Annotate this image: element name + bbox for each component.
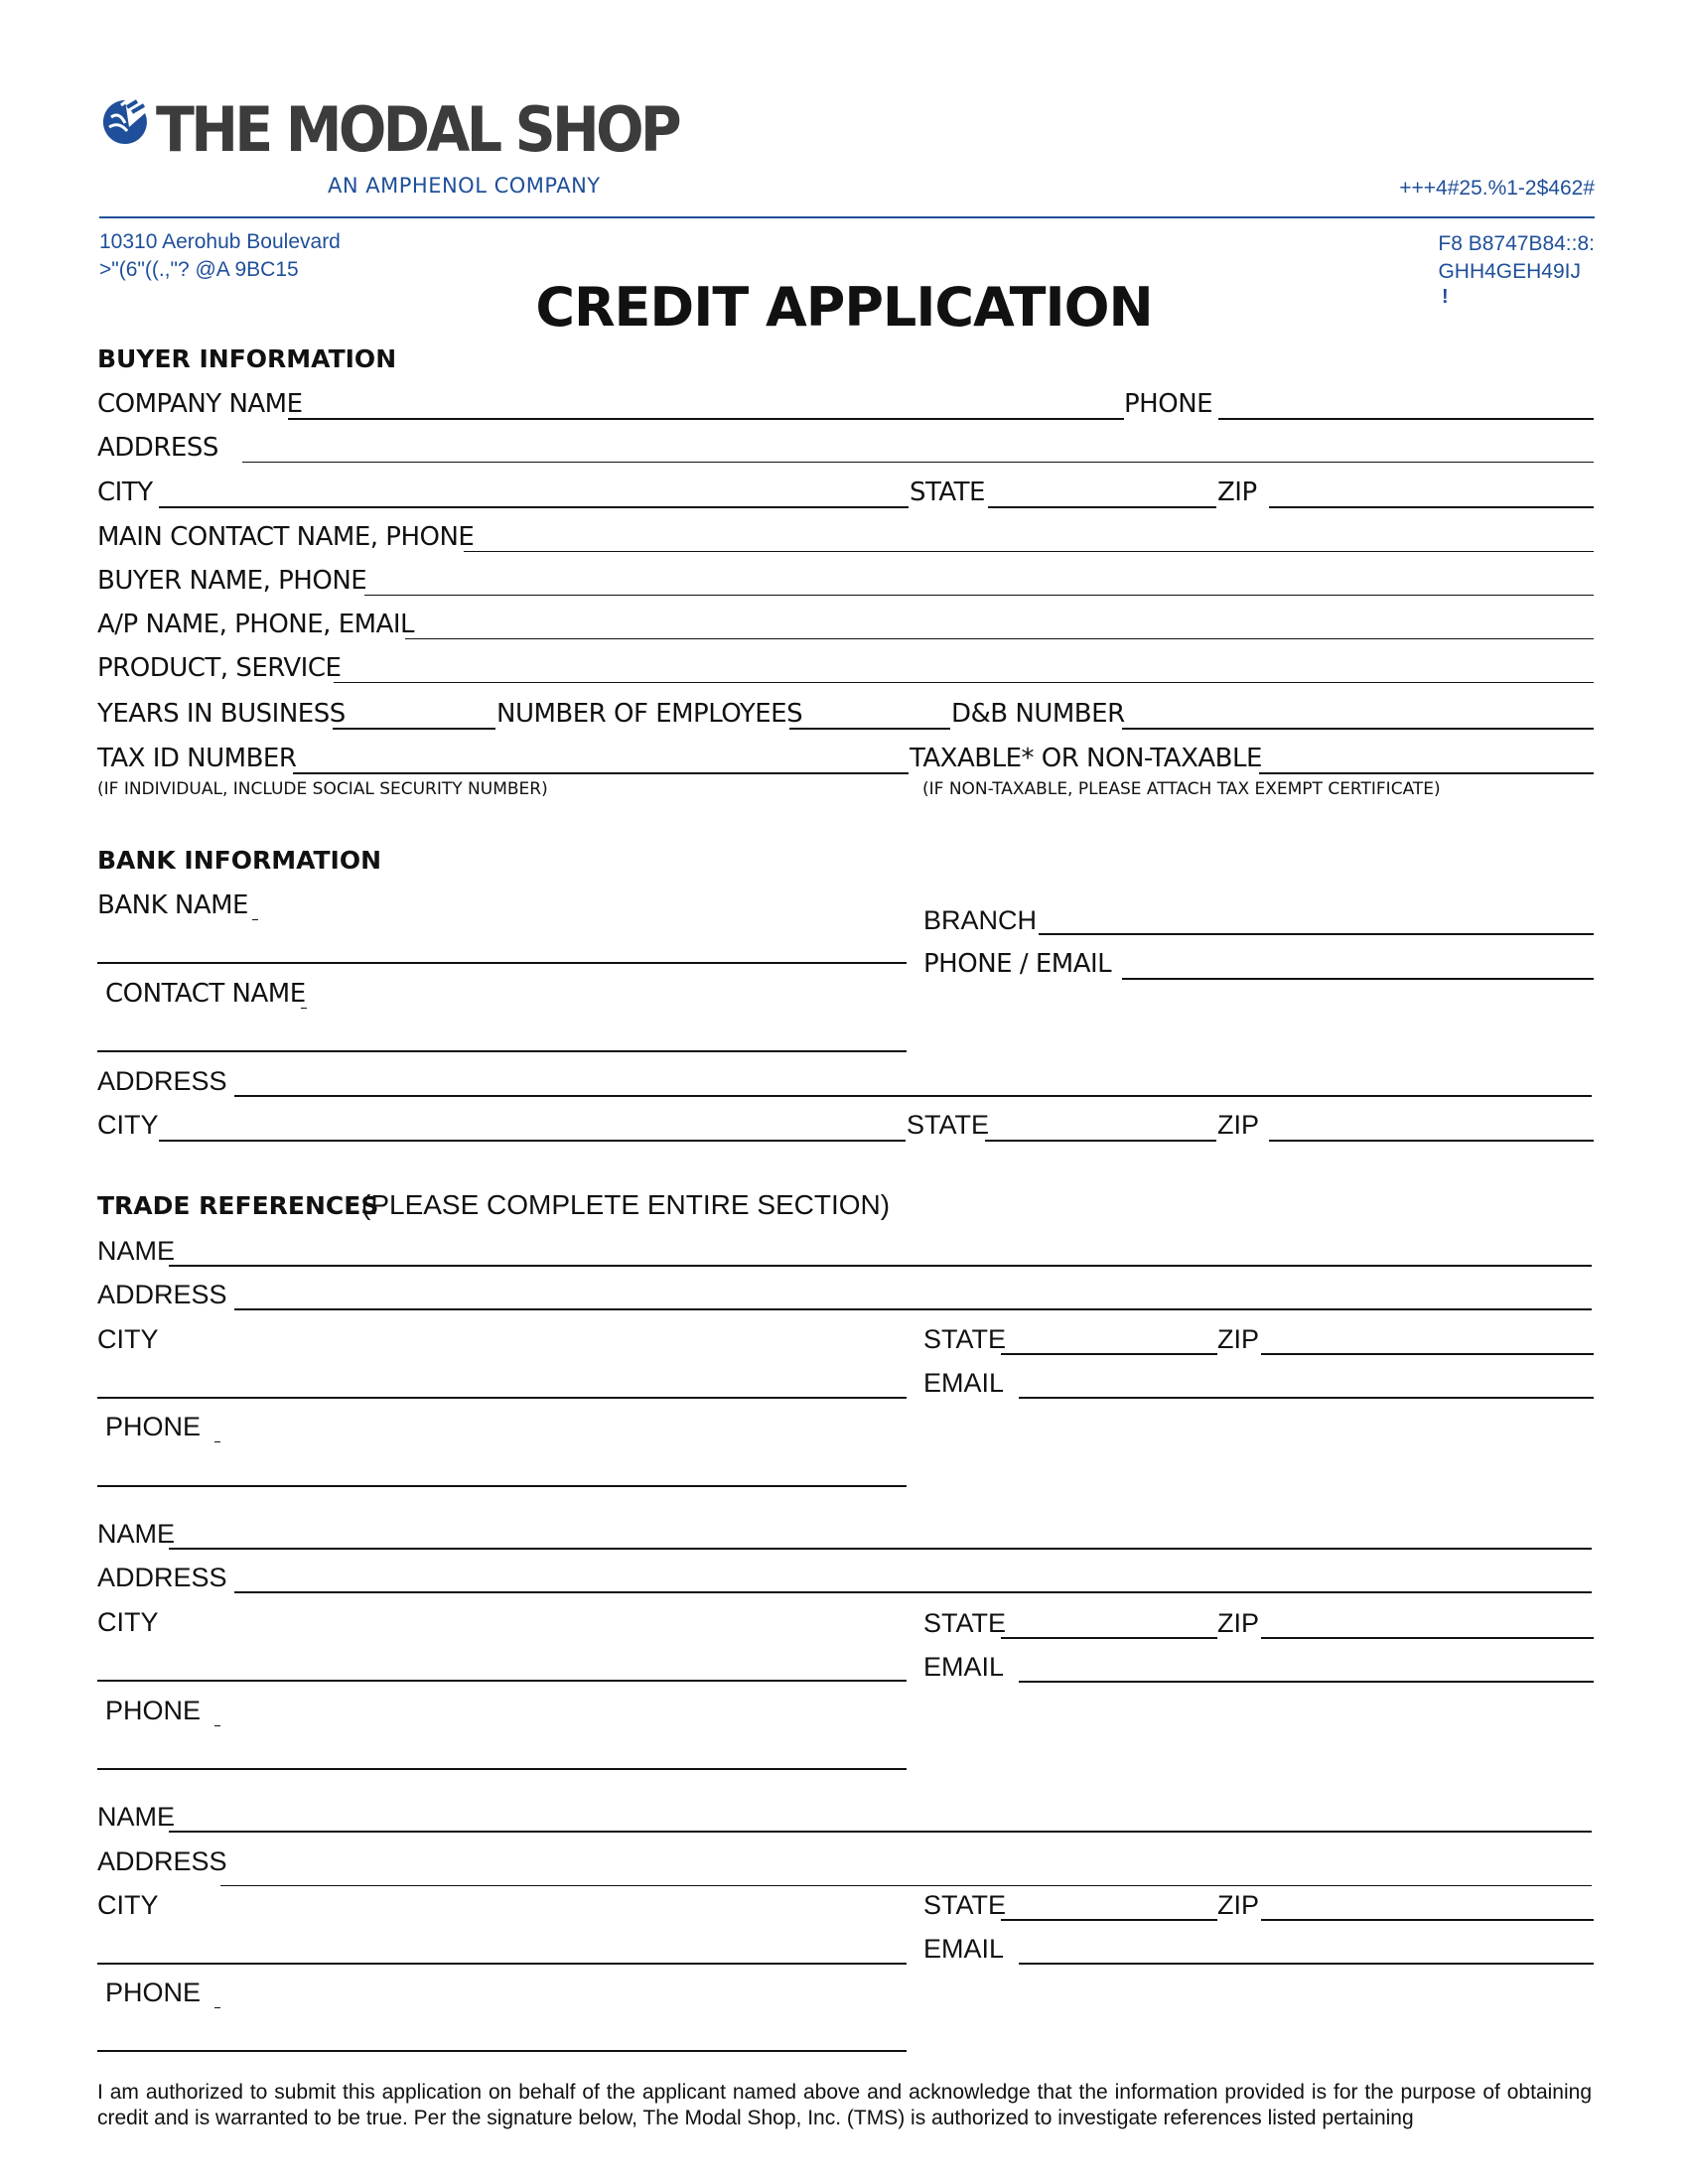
logo-subtitle: AN AMPHENOL COMPANY (328, 174, 601, 198)
taxable-field[interactable] (1259, 772, 1594, 774)
buyer-state-field[interactable] (988, 506, 1216, 508)
ref2-city-field[interactable] (97, 1680, 907, 1682)
bank-city-field[interactable] (159, 1140, 906, 1142)
ref1-address-label: ADDRESS (97, 1280, 227, 1309)
buyer-city-label: CITY (97, 478, 153, 507)
dnb-number-label: D&B NUMBER (951, 699, 1125, 729)
trade-section-note: (PLEASE COMPLETE ENTIRE SECTION) (361, 1189, 891, 1220)
ref3-zip-label: ZIP (1217, 1890, 1260, 1920)
tax-id-label: TAX ID NUMBER (97, 744, 297, 773)
branch-label: BRANCH (923, 905, 1038, 935)
address-line-1: 10310 Aerohub Boulevard (99, 230, 341, 253)
right-info-line-1: F8 B8747B84::8: (1438, 232, 1595, 255)
company-name-field[interactable] (288, 418, 1124, 420)
buyer-name-field[interactable] (364, 595, 1594, 596)
ref2-name-label: NAME (97, 1519, 176, 1549)
ref1-zip-label: ZIP (1217, 1324, 1260, 1354)
ref3-address-field[interactable] (220, 1885, 1592, 1886)
employees-field[interactable] (789, 728, 950, 730)
ref3-city-field[interactable] (97, 1963, 907, 1965)
ref3-address-label: ADDRESS (97, 1846, 227, 1876)
ref1-address-field[interactable] (234, 1308, 1592, 1310)
buyer-address-field[interactable] (242, 462, 1594, 463)
ref2-phone-label: PHONE (105, 1696, 202, 1725)
ref2-name-field[interactable] (169, 1548, 1592, 1550)
bank-zip-label: ZIP (1217, 1110, 1260, 1140)
ref3-state-field[interactable] (1001, 1919, 1217, 1921)
company-name-label: COMPANY NAME (97, 389, 303, 419)
ref2-phone-field[interactable] (97, 1768, 907, 1770)
ref1-phone-field[interactable] (97, 1485, 907, 1487)
buyer-state-label: STATE (910, 478, 985, 507)
ref2-email-label: EMAIL (923, 1652, 1005, 1682)
ref1-zip-field[interactable] (1261, 1353, 1594, 1355)
ref2-phone-tick (214, 1725, 220, 1726)
product-service-label: PRODUCT, SERVICE (97, 653, 342, 683)
years-in-business-label: YEARS IN BUSINESS (97, 699, 346, 729)
bank-phone-email-field[interactable] (1122, 978, 1594, 980)
ref3-email-field[interactable] (1019, 1963, 1594, 1965)
buyer-address-label: ADDRESS (97, 433, 218, 463)
main-contact-label: MAIN CONTACT NAME, PHONE (97, 522, 475, 552)
ref3-name-label: NAME (97, 1802, 176, 1832)
ap-name-label: A/P NAME, PHONE, EMAIL (97, 610, 415, 639)
dnb-number-field[interactable] (1122, 728, 1594, 730)
authorization-paragraph: I am authorized to submit this application on behalf of the applicant named above and acknowledge that the information provided is for the purpose of obtaining credit and is warranted to be true. Per the signature below, The Modal Shop, Inc. (TMS) is authorized to investigate references listed pertaining (97, 2081, 1592, 2129)
address-line-2: >"(6"((.,"? @A 9BC15 (99, 258, 299, 281)
ref1-state-field[interactable] (1001, 1353, 1217, 1355)
ref1-city-field[interactable] (97, 1397, 907, 1399)
ref2-zip-field[interactable] (1261, 1637, 1594, 1639)
ref1-phone-label: PHONE (105, 1412, 202, 1441)
bank-city-label: CITY (97, 1110, 159, 1140)
logo-text: THE MODAL SHOP (156, 93, 679, 166)
bank-contact-name-label: CONTACT NAME (105, 979, 306, 1009)
ref1-phone-tick (214, 1441, 220, 1442)
ref1-name-label: NAME (97, 1236, 176, 1266)
trade-section-heading: TRADE REFERENCES (97, 1191, 379, 1220)
ref1-city-label: CITY (97, 1324, 159, 1354)
bank-contact-tick (301, 1008, 307, 1009)
bank-name-label: BANK NAME (97, 890, 248, 920)
bank-state-label: STATE (907, 1110, 990, 1140)
bank-phone-email-label: PHONE / EMAIL (923, 949, 1112, 979)
ref1-name-field[interactable] (169, 1265, 1592, 1267)
page-title: CREDIT APPLICATION (535, 276, 1153, 339)
tax-id-field[interactable] (293, 772, 909, 774)
employees-label: NUMBER OF EMPLOYEES (496, 699, 803, 729)
ref1-state-label: STATE (923, 1324, 1007, 1354)
ref1-email-field[interactable] (1019, 1397, 1594, 1399)
tax-id-note: (IF INDIVIDUAL, INCLUDE SOCIAL SECURITY NUMBER) (97, 779, 548, 799)
ref2-city-label: CITY (97, 1607, 159, 1637)
bank-contact-name-field[interactable] (97, 1050, 907, 1052)
branch-field[interactable] (1039, 933, 1594, 935)
ref3-city-label: CITY (97, 1890, 159, 1920)
buyer-zip-field[interactable] (1269, 506, 1594, 508)
ref2-state-field[interactable] (1001, 1637, 1217, 1639)
ref3-phone-label: PHONE (105, 1978, 202, 2007)
buyer-city-field[interactable] (159, 506, 909, 508)
ref3-phone-tick (214, 2007, 220, 2008)
bank-section-heading: BANK INFORMATION (97, 846, 382, 875)
bank-address-label: ADDRESS (97, 1066, 227, 1096)
ap-name-field[interactable] (405, 638, 1594, 639)
product-service-field[interactable] (334, 682, 1594, 683)
bank-zip-field[interactable] (1269, 1140, 1594, 1142)
ref2-zip-label: ZIP (1217, 1608, 1260, 1638)
right-info-line-3: ! (1442, 286, 1449, 308)
buyer-zip-label: ZIP (1217, 478, 1257, 507)
ref3-email-label: EMAIL (923, 1934, 1005, 1964)
buyer-name-label: BUYER NAME, PHONE (97, 566, 367, 596)
ref2-address-field[interactable] (234, 1591, 1592, 1593)
ref3-state-label: STATE (923, 1890, 1007, 1920)
ref2-email-field[interactable] (1019, 1681, 1594, 1683)
ref2-state-label: STATE (923, 1608, 1007, 1638)
ref3-zip-field[interactable] (1261, 1919, 1594, 1921)
logo-mark-icon (99, 97, 151, 147)
ref3-name-field[interactable] (169, 1831, 1592, 1833)
company-phone-label: PHONE (1124, 389, 1213, 419)
right-info-line-2: GHH4GEH49IJ (1438, 260, 1581, 283)
company-phone-field[interactable] (1218, 418, 1594, 420)
bank-address-field[interactable] (234, 1095, 1592, 1097)
ref1-email-label: EMAIL (923, 1368, 1005, 1398)
buyer-section-heading: BUYER INFORMATION (97, 344, 397, 373)
top-right-code: +++4#25.%1-2$462# (1399, 177, 1595, 200)
ref2-address-label: ADDRESS (97, 1563, 227, 1592)
bank-name-field[interactable] (97, 962, 907, 964)
years-in-business-field[interactable] (333, 728, 495, 730)
taxable-note: (IF NON-TAXABLE, PLEASE ATTACH TAX EXEMPT CERTIFICATE) (922, 779, 1441, 799)
bank-state-field[interactable] (985, 1140, 1216, 1142)
main-contact-field[interactable] (464, 551, 1594, 552)
header-divider (99, 216, 1595, 218)
ref3-phone-field[interactable] (97, 2050, 907, 2052)
taxable-label: TAXABLE* OR NON-TAXABLE (910, 744, 1262, 773)
bank-name-tick (252, 919, 258, 920)
